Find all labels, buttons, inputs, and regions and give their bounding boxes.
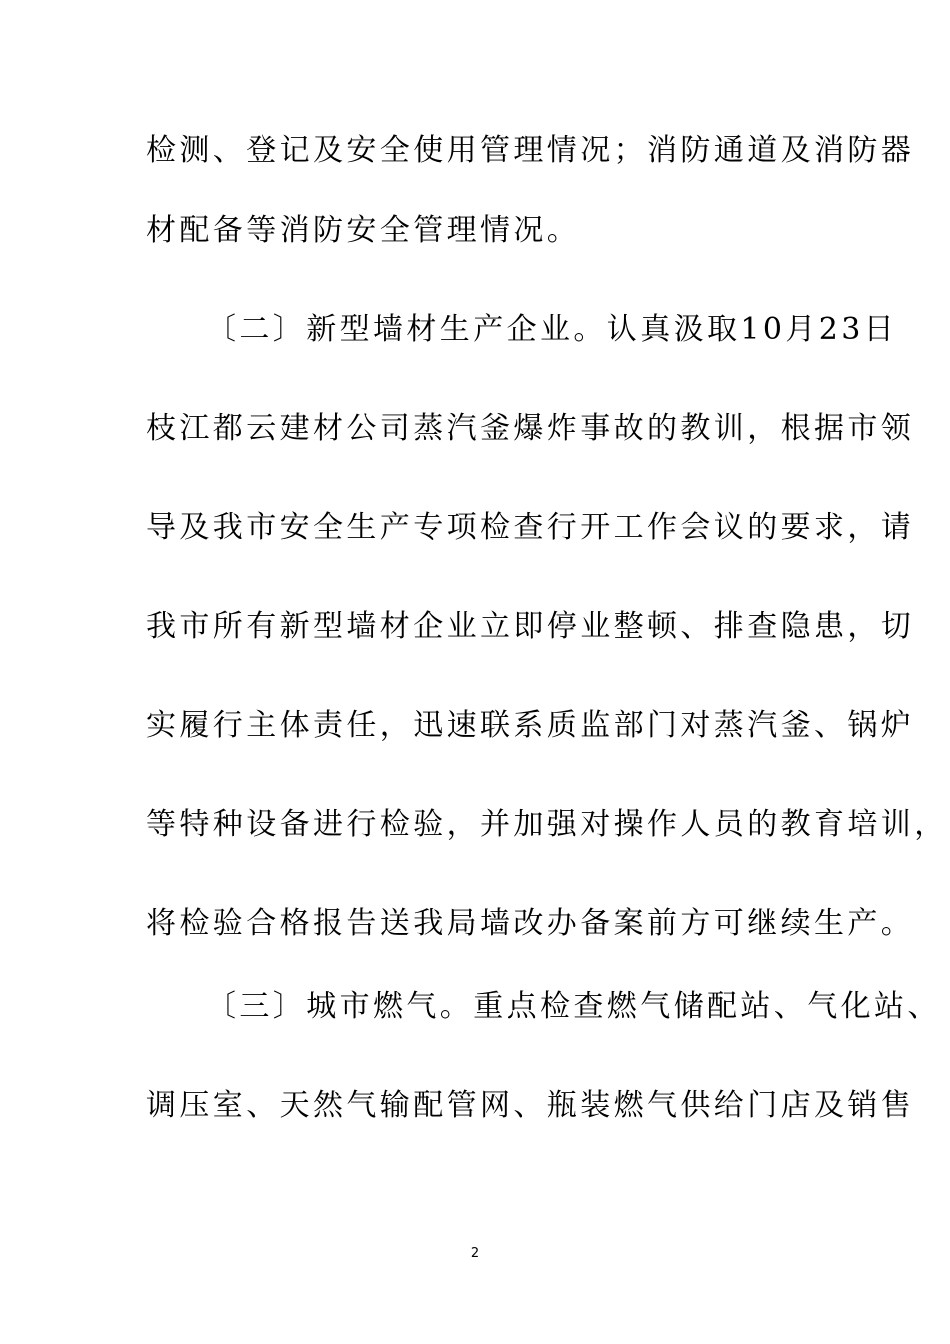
body-text-line: 枝江都云建材公司蒸汽釜爆炸事故的教训，根据市领	[146, 411, 915, 446]
body-text-line: 等特种设备进行检验，并加强对操作人员的教育培训，	[146, 807, 948, 842]
body-text-line: 实履行主体责任，迅速联系质监部门对蒸汽釜、锅炉	[146, 708, 915, 743]
body-text-line: 导及我市安全生产专项检查行开工作会议的要求，请	[146, 510, 915, 545]
section-heading-line: 〔三〕城市燃气。重点检查燃气储配站、气化站、	[206, 989, 941, 1024]
body-text-line: 材配备等消防安全管理情况。	[146, 213, 581, 248]
page-number: 2	[470, 1246, 480, 1261]
body-text-line: 检测、登记及安全使用管理情况；消防通道及消防器	[146, 133, 915, 168]
body-text-line: 调压室、天然气输配管网、瓶装燃气供给门店及销售	[146, 1088, 915, 1123]
body-text-line: 将检验合格报告送我局墙改办备案前方可继续生产。	[146, 906, 915, 941]
body-text-line: 我市所有新型墙材企业立即停业整顿、排查隐患，切	[146, 609, 915, 644]
section-heading-line: 〔二〕新型墙材生产企业。认真汲取10月23日	[206, 312, 898, 347]
